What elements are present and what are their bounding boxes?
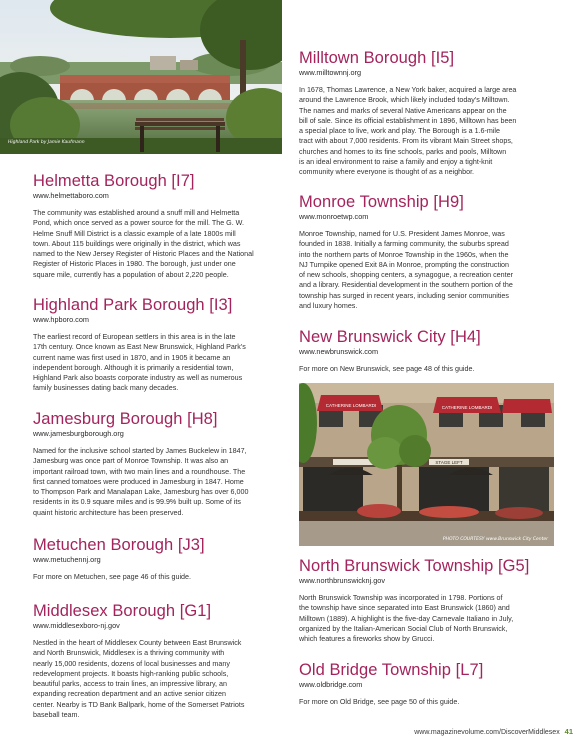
body-line: independent borough. Although it is primarily a residential town, [33,363,234,372]
entry-highland-park [33,296,295,394]
footer-site-url[interactable]: www.magazinevolume.com/DiscoverMiddlesex [414,729,560,736]
storefront-sign: STAGE LEFT [435,460,463,465]
body-line: a special place to live, work and play. The Borough is a 1.6-mile [299,127,500,136]
body-line: Monroe Township, named for U.S. President James Monroe, was [299,230,505,238]
entry-title: Milltown Borough [I5] [299,49,455,67]
body-line: and a library. Residential development in the southern portion of the [299,281,513,290]
entry-url[interactable]: www.milltownnj.org [299,68,362,77]
new-brunswick-photo [299,383,554,546]
entry-middlesex [33,602,295,720]
body-line: important railroad town, with two main lines and a roundhouse. The [33,467,246,476]
entry-old-bridge [299,661,557,707]
entry-body [299,697,557,707]
page-number: 41 [564,727,573,736]
entry-monroe [299,193,557,311]
body-line: and luxury homes. [299,302,358,311]
body-line: around the Lawrence Brook, which likely included today's Milltown. [299,96,510,105]
entry-url[interactable]: www.newbrunswick.com [299,347,379,356]
body-line: first canned tomatoes were produced in Jamesburg in 1847. Home [33,477,244,486]
entry-body [33,572,295,582]
page-footer [414,727,573,736]
entry-body [299,364,557,374]
entry-body [33,446,295,518]
body-line: Register of Historic Places in 1980. The borough, just under one [33,260,236,269]
entry-body [299,593,557,644]
entry-helmetta [33,172,295,280]
body-line: nearly 15,000 residents, dozens of local businesses and many [33,659,230,668]
entry-url[interactable]: www.hpboro.com [33,315,89,324]
body-line: Jamesburg was once part of Monroe Township. It was also an [33,457,229,466]
entry-url[interactable]: www.monroetwp.com [299,212,369,221]
body-line: founded in 1838. Initially a farming community, the suburbs spread [299,240,509,249]
entry-url[interactable]: www.oldbridge.com [299,680,363,689]
entry-url[interactable]: www.jamesburgborough.org [33,429,124,438]
body-line: quaint historic architecture has been preserved. [33,508,184,517]
body-line: Pond, which once served as a power source for the mill. The G. W. [33,219,245,228]
body-line: NJ Turnpike opened Exit 8A in Monroe, prompting the construction [299,260,509,269]
entry-url[interactable]: www.northbrunswicknj.gov [299,576,385,585]
body-line: named to the New Jersey Register of Historic Places and the National [33,250,254,259]
entry-north-brunswick [299,557,557,644]
body-line: The names and marks of several Native Americans appear on the [299,106,507,115]
body-line: bill of sale. Since its official establishment in 1896, Milltown has been [299,116,517,125]
entry-jamesburg [33,410,295,518]
body-line: township has surged in recent years, including senior communities [299,291,509,300]
body-line: Highland Park also boasts corporate industry as well as numerous [33,374,243,383]
entry-title: Monroe Township [H9] [299,193,464,211]
body-line: Helme Snuff Mill District is a classic example of a late 1800s mill [33,229,236,238]
photo-credit: Highland Park by Jamie Kaufmann [8,140,85,145]
entry-title: North Brunswick Township [G5] [299,557,530,575]
awning-sign: CATHERINE LOMBARDI [325,403,377,408]
storefront-scene-image [299,383,554,546]
body-line: baseball team. [33,711,80,720]
body-line: For more on Old Bridge, see page 50 of this guide. [299,698,460,706]
body-line: current name was first used in 1870, and in 1905 it became an [33,353,231,362]
body-line: Named for the inclusive school started by James Buckelew in 1847, [33,447,247,455]
body-line: town. About 115 buildings were originally in the district, which was [33,239,241,248]
entry-metuchen [33,536,295,582]
body-line: residents in its 0.9 square miles and is 99.9% built up. Some of its [33,498,241,507]
entry-body [33,332,295,394]
body-line: beautiful parks, access to train lines, an impressive library, an [33,680,227,689]
entry-url[interactable]: www.middlesexboro-nj.gov [33,621,120,630]
body-line: family businesses dating back many decades. [33,384,179,393]
highland-park-photo [0,0,282,154]
entry-title: Middlesex Borough [G1] [33,602,212,620]
body-line: Nestled in the heart of Middlesex County between East Brunswick [33,639,242,647]
body-line: to Thompson Park and Manalapan Lake, Jamesburg has over 6,000 [33,488,249,497]
entry-title: Metuchen Borough [J3] [33,536,205,554]
entry-body [33,208,295,280]
body-line: tract with about 7,000 residents. From its vibrant Main Street shops, [299,137,513,146]
entry-url[interactable]: www.helmettaboro.com [33,191,109,200]
body-line: the township have since separated into East Brunswick (1860) and [299,604,510,613]
body-line: For more on Metuchen, see page 46 of this guide. [33,573,191,581]
body-line: For more on New Brunswick, see page 48 of this guide. [299,365,475,373]
bridge-scene-image [0,0,282,154]
entry-title: Jamesburg Borough [H8] [33,410,218,428]
body-line: and North Brunswick, Middlesex is a thriving community with [33,649,225,658]
entry-new-brunswick [299,328,557,374]
body-line: 17th century. Once known as East New Brunswick, Highland Park's [33,343,246,352]
body-line: of new schools, shopping centers, a synagogue, a recreation center [299,271,513,280]
body-line: community where everyone is thought of as a neighbor. [299,168,475,177]
body-line: organized by the Italian-American Social Club of North Brunswick, [299,624,508,633]
entry-body [299,229,557,311]
body-line: is an ideal environment to raise a family and enjoy a tight-knit [299,158,493,167]
entry-url[interactable]: www.metuchennj.org [33,555,101,564]
body-line: redevelopment projects. It boasts high-ranking public schools, [33,669,229,678]
body-line: The earliest record of European settlers in this area is in the late [33,333,236,341]
body-line: North Brunswick Township was incorporated in 1798. Portions of [299,594,503,602]
body-line: which features a fireworks show by Grucci. [299,635,435,644]
entry-title: Helmetta Borough [I7] [33,172,195,190]
body-line: square mile, currently has a population of about 2,220 people. [33,270,229,279]
entry-milltown [299,49,557,178]
entry-title: New Brunswick City [H4] [299,328,481,346]
body-line: Milltown (1889). A highlight is the five-day Carnevale Italiano in July, [299,614,514,623]
entry-body [299,85,557,178]
body-line: center. Nearby is TD Bank Ballpark, home of the Somerset Patriots [33,700,245,709]
awning-sign: CATHERINE LOMBARDI [441,405,493,410]
body-line: into the northern parts of Monroe Township in the 1960s, when the [299,250,509,259]
body-line: churches and homes to its fine schools, parks and pools, Milltown [299,147,507,156]
body-line: In 1678, Thomas Lawrence, a New York baker, acquired a large area [299,86,517,94]
photo-credit: PHOTO COURTESY www.Brunswick City Center [442,537,548,542]
entry-title: Highland Park Borough [I3] [33,296,233,314]
body-line: The community was established around a snuff mill and Helmetta [33,209,240,217]
entry-title: Old Bridge Township [L7] [299,661,484,679]
entry-body [33,638,295,720]
body-line: expanding recreation department and an active senior citizen [33,690,226,699]
